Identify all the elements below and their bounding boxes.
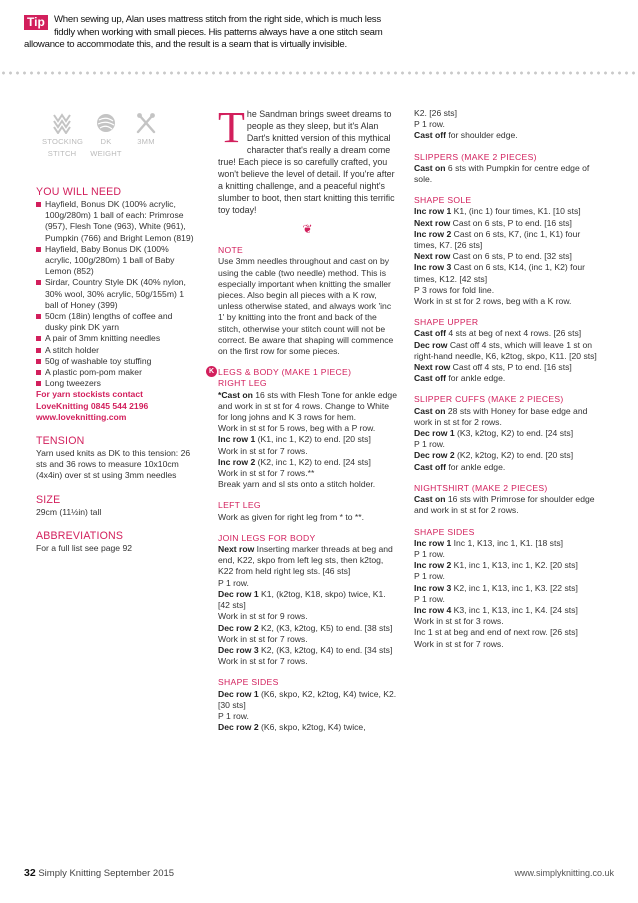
dotted-divider [0,70,638,76]
nightshirt-sides-section: SHAPE SIDES Inc row 1 Inc 1, K13, inc 1, K1. [18 sts] P 1 row. Inc row 2 K1, inc 1, K13, inc 1, K2. [20 sts] P 1 row. Inc row 3 K2, inc 1, K13, inc 1, K3. [22 sts] P 1 row. Inc row 4 K3, inc 1, K13, inc 1, K4. [24 sts] Work in st st for 3 rows. Inc 1 st at beg and end of next row. [26 sts] Work in st st for 7 rows. [414,527,604,650]
list-item: Hayfield, Baby Bonus DK (100% acrylic, 100g/280m) 1 ball of Baby Lemon (852) [36,244,196,278]
pattern-column-2 [208,103,398,733]
list-item: A plastic pom-pom maker [36,367,196,378]
knit-badge: K [206,366,217,377]
list-item: 50g of washable toy stuffing [36,356,196,367]
tip-line-1: When sewing up, Alan uses mattress stitch from the right side, which is much less [54,14,381,25]
tip-line-3: allowance to accommodate this, and the result is a seam that is virtually invisible. [24,39,347,50]
shape-sole-heading: SHAPE SOLE [414,195,472,206]
slippers-heading: SLIPPERS (MAKE 2 PIECES) [414,151,537,162]
sidebar-column [36,186,196,554]
abbreviations-text: For a full list see page 92 [36,542,133,553]
list-item: A stitch holder [36,345,196,356]
drop-cap: T [218,103,245,152]
shape-sole-section: SHAPE SOLE Inc row 1 K1, (inc 1) four times, K1. [10 sts] Next row Cast on 6 sts, P to end. [16 sts] Inc row 2 Cast on 6 sts, K7, (inc 1, K1) four times, K7. [26 sts] Next row Cast on 6 sts, P to end. [32 sts] Inc row 3 Cast on 6 sts, K14, (inc 1, K2) four times, K12. [42 sts] P 3 rows for fold line. Work in st st for 2 rows, beg with a K row. [414,195,604,307]
legs-heading: LEGS & BODY (MAKE 1 PIECE) [218,367,352,378]
shape-sides-section: SHAPE SIDES Dec row 1 (K6, skpo, K2, k2tog, K4) twice, K2. [30 sts] P 1 row. Dec row 2 (K6, skpo, k2tog, K4) twice, [218,677,397,733]
right-leg-heading: RIGHT LEG [218,378,267,389]
list-item: A pair of 3mm knitting needles [36,333,196,344]
abbreviations-heading: ABBREVIATIONS [36,529,124,542]
needles-icon: 3MM [126,112,166,146]
left-leg-heading: LEFT LEG [218,500,261,511]
size-heading: SIZE [36,493,61,506]
tip-badge: Tip [24,15,48,30]
join-legs-section: JOIN LEGS FOR BODY Next row Inserting marker threads at beg and end, K22, skpo from left leg sts, then k2tog, K22 from held right leg sts. [46 sts] P 1 row. Dec row 1 K1, (k2tog, K18, skpo) twice, K1. [42 sts] Work in st st for 9 rows. Dec row 2 K2, (K3, k2tog, K5) to end. [38 sts] Work in st st for 7 rows. Dec row 3 K2, (K3, k2tog, K4) to end. [34 sts] Work in st st for 7 rows. [218,533,398,667]
list-item: Sirdar, Country Style DK (40% nylon, 30% wool, 30% acrylic, 50g/155m) 1 ball of Honey (399) [36,277,196,311]
slipper-cuffs-section: SLIPPER CUFFS (MAKE 2 PIECES) Cast on 28 sts with Honey for base edge and work in st st for 2 rows. Dec row 1 (K3, k2tog, K2) to end. [24 sts] P 1 row. Dec row 2 (K2, k2tog, K2) to end. [20 sts] Cast off for ankle edge. [414,394,604,472]
shape-sides-heading: SHAPE SIDES [218,677,279,688]
pattern-column-3: K2. [26 sts] P 1 row. Cast off for shoulder edge. SLIPPERS (MAKE 2 PIECES) Cast on 6 sts with Pumpkin for centre edge of sole. SHAPE SOLE Inc row 1 K1, (inc 1) four times, K1. [10 sts] Next row Cast on 6 sts, P to end. [16 sts] Inc row 2 Cast on 6 sts, K7, (inc 1, K1) four times, K7. [26 sts] Next row Cast on 6 sts, P to end. [32 sts] Inc row 3 Cast on 6 sts, K14, (inc 1, K2) four times, K12. [42 sts] P 3 rows for fold line. Work in st st for 2 rows, beg with a K row. SHAPE UPPER Cast off 4 sts at beg of next 4 rows. [26 sts] Dec row Cast off 4 sts, which will leave 1 st on right-hand needle, K6, k2tog, skpo, K11. [20 sts] Next row Cast off 4 sts, P to end. [16 sts] Cast off for ankle edge. SLIPPER CUFFS (MAKE 2 PIECES) Cast on 28 sts with Honey for base edge and work in st st for 2 rows. Dec row 1 (K3, k2tog, K2) to end. [24 sts] P 1 row. Dec row 2 (K2, k2tog, K2) to end. [20 sts] Cast off for ankle edge. NIGHTSHIRT (MAKE 2 PIECES) Cast on 16 sts with Primrose for shoulder edge and work in st st for 2 rows. SHAPE SIDES Inc row 1 Inc 1, K13, inc 1, K1. [18 sts] P 1 row. Inc row 2 K1, inc 1, K13, inc 1, K2. [20 sts] P 1 row. Inc row 3 K2, inc 1, K13, inc 1, K3. [22 sts] P 1 row. Inc row 4 K3, inc 1, K13, inc 1, K4. [24 sts] Work in st st for 3 rows. Inc 1 st at beg and end of next row. [26 sts] Work in st st for 7 rows. [414,108,604,650]
list-item: Hayfield, Bonus DK (100% acrylic, 100g/280m) 1 ball of each: Primrose (957), Flesh Tone (963), White (961), Pumpkin (766) and Bright Lemon (819) [36,199,196,244]
stockists-phone: LoveKnitting 0845 544 2196 [36,400,149,411]
nightshirt-sides-heading: SHAPE SIDES [414,526,475,537]
stockists-url[interactable]: www.loveknitting.com [36,411,127,422]
slippers-section: SLIPPERS (MAKE 2 PIECES) Cast on 6 sts with Pumpkin for centre edge of sole. [414,152,604,186]
intro-paragraph: The Sandman brings sweet dreams to people as they sleep, but it's Alan Dart's knitted version of this mythical character that's really a dream come true! Each piece is so carefully crafted, you won't believe the level of detail. If you're after a knitting challenge, and a peaceful night's slumber to boot, then start knitting this terrific toy today! [218,103,395,215]
note-heading: NOTE [218,245,244,256]
materials-list [36,199,196,389]
nightshirt-heading: NIGHTSHIRT (MAKE 2 PIECES) [414,482,548,493]
shape-upper-section: SHAPE UPPER Cast off 4 sts at beg of next 4 rows. [26 sts] Dec row Cast off 4 sts, which will leave 1 st on right-hand needle, K6, k2tog, skpo, K11. [20 sts] Next row Cast off 4 sts, P to end. [16 sts] Cast off for ankle edge. [414,317,604,384]
note-text: Use 3mm needles throughout and cast on by using the cable (two needle) method. This is especially important when knitting the smaller pieces. Also begin all pieces with a K row, unless otherwise stated, and always work 'inc 1' by knitting into the front and back of the stitch, otherwise your stitch count will not be correct. Be aware that shaping will commence on the first row for some pieces. [218,256,394,357]
tip-line-2: fiddly when working with small pieces. His patterns always have a one stitch seam [54,26,383,38]
page-footer [24,867,614,879]
tip-text [24,14,624,52]
join-legs-heading: JOIN LEGS FOR BODY [218,532,316,543]
magazine-issue: Simply Knitting September 2015 [38,868,175,879]
page-number: 32 [24,867,36,879]
size-text: 29cm (11½in) tall [36,506,102,517]
list-item: Long tweezers [36,378,196,389]
stocking-stitch-icon: STOCKING STITCH [42,112,82,158]
left-leg-section: LEFT LEG Work as given for right leg from * to **. [218,500,398,522]
you-will-need-heading: YOU WILL NEED [36,186,122,198]
shape-upper-heading: SHAPE UPPER [414,317,479,328]
ornament-icon: ❦ [302,222,314,236]
list-item: 50cm (18in) lengths of coffee and dusky pink DK yarn [36,311,196,333]
website-link[interactable]: www.simplyknitting.co.uk [514,868,614,878]
yarn-ball-icon: DK WEIGHT [86,112,126,158]
tension-text: Yarn used knits as DK to this tension: 26 sts and 36 rows to measure 10x10cm (4x4in) over st st using 3mm needles [36,448,191,481]
tip-box [24,14,624,52]
pattern-icons [42,112,172,172]
stockists-line: For yarn stockists contact [36,389,143,400]
legs-section: K LEGS & BODY (MAKE 1 PIECE) RIGHT LEG *Cast on 16 sts with Flesh Tone for ankle edge and work in st st for 4 rows. Change to White for long johns and K 3 rows for hem. Work in st st for 5 rows, beg with a P row. Inc row 1 (K1, inc 1, K2) to end. [20 sts] Work in st st for 7 rows. Inc row 2 (K2, inc 1, K2) to end. [24 sts] Work in st st for 7 rows.** Break yarn and sl sts onto a stitch holder. [218,367,398,490]
tension-heading: TENSION [36,435,85,448]
slipper-cuffs-heading: SLIPPER CUFFS (MAKE 2 PIECES) [414,394,564,405]
nightshirt-section: NIGHTSHIRT (MAKE 2 PIECES) Cast on 16 sts with Primrose for shoulder edge and work in st st for 2 rows. [414,483,604,517]
